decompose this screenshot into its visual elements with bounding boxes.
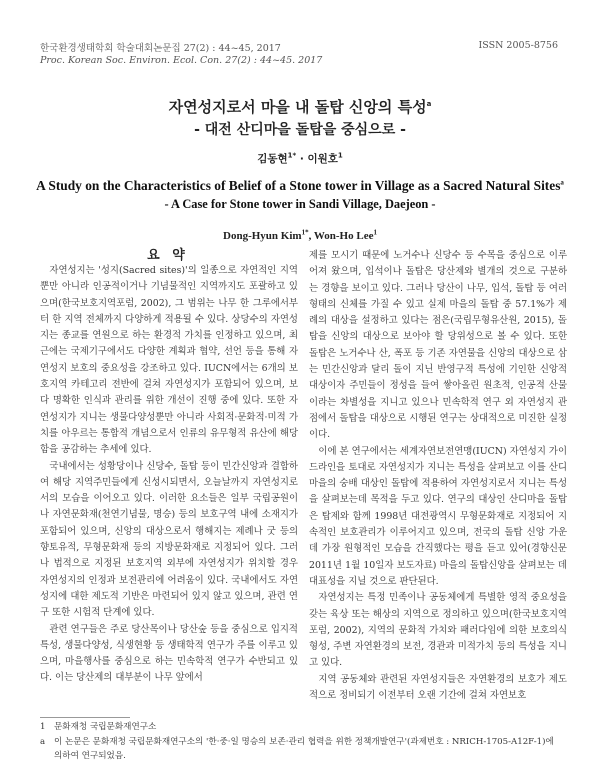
author-separator-en: , — [308, 230, 314, 242]
title-korean — [0, 96, 600, 117]
title-english-text: A Study on the Characteristics of Belief of a Stone tower in Village as a Sacred Natural Sites — [36, 178, 561, 193]
author-1-en-sup: 1* — [301, 228, 309, 237]
author-2-en: Won-Ho Lee — [313, 230, 374, 242]
right-column — [309, 248, 567, 704]
author-2-en-sup: 1 — [373, 228, 377, 237]
author-1-en: Dong-Hyun Kim — [223, 230, 302, 242]
paragraph: 이에 본 연구에서는 세계자연보전연맹(IUCN) 자연성지 가이드라인을 토대로 자연성지가 지니는 특성을 살펴보고 이를 산디마을의 숭배 대상인 돌탑에 적용하여 자연성지로서 지니는 특성을 살펴보는데 목적을 두고 있다. 연구의 대상인 산디마을 돌탑은 탑제와 함께 1998년 대전광역시 무형문화재로 지정되어 지속적인 보호관리가 이루어지고 있으며, 전국의 돌탑 신앙 가운데 가장 원형적인 모습을 간직했다는 평을 듣고 있어(경향신문 2011년 1월 10일자 보도자료) 마을의 돌탑신앙을 살펴보는 데 대표성을 지닐 것으로 판단된다. — [309, 445, 567, 587]
title-korean-sup: a — [426, 100, 432, 108]
title-korean-text: 자연성지로서 마을 내 돌탑 신앙의 특성 — [168, 98, 427, 116]
footnote-a-mark: a — [40, 737, 46, 747]
author-2-ko: 이원호 — [307, 153, 338, 165]
paragraph: 국내에서는 성황당이나 신당수, 돌탑 등이 민간신앙과 결합하여 해당 지역주민들에게 신성시되면서, 오늘날까지 자연성지로서의 모습을 이어오고 있다. 이러한 요소들은 일부 국립공원이나 자연문화재(천연기념물, 명승) 등의 보호구역 내에 소재지가 포함되어 있으며, 신앙의 대상으로서 행해지는 제례나 굿 등의 향토유적, 무형문화재 등의 지방문화재로 지정되어 있다. 그러나 법적으로 지정된 보호지역 외부에 자연성지가 위치할 경우 자연성지의 인정과 보전관리에 어려움이 있다. 국내에서도 자연성지에 대한 제도적 기반은 마련되어 있지 않고 있으며, 관련 연구 또한 시험적 단계에 있다. — [40, 460, 298, 619]
paragraph: 관련 연구들은 주로 당산목이나 당산숲 등을 중심으로 입지적 특성, 생물다양성, 식생현황 등 생태학적 연구가 주를 이루고 있으며, 마을행사를 중심으로 하는 민속학적 연구가 수반되고 있다. 이는 당산제의 대부분이 나무 앞에서 — [40, 623, 298, 684]
footnote-1-text: 문화재청 국립문화재연구소 — [54, 722, 157, 732]
title-english — [0, 178, 600, 194]
author-1-ko-sup: 1* — [287, 151, 297, 160]
footnote-a — [40, 736, 570, 749]
issn: ISSN 2005-8756 — [478, 40, 558, 51]
paragraph: 자연성지는 특정 민족이나 공동체에게 특별한 영적 중요성을 갖는 육상 또는 해상의 지역으로 정의하고 있으며(한국보호지역포럼, 2002), 지역의 문화적 가치와 패러다임에 의한 보호의식 형성, 주변 자연환경의 보전, 경관과 미적가치 등의 특성을 지니고 있다. — [309, 592, 567, 669]
paragraph: 제를 모시기 때문에 노거수나 신당수 등 수목을 중심으로 이루어져 왔으며, 입석이나 돌탑은 당산제와 별개의 것으로 구분하는 경향을 보이고 있다. 그러나 당산이 나무, 입석, 돌탑 등 여러 형태의 신체를 가질 수 있고 실제 마을의 돌탑 중 57.1%가 제례의 대상을 설정하고 있다는 점은(국립무형유산원, 2015), 돌탑을 신앙의 대상으로 보아야 할 당위성으로 볼 수 있다. 또한 돌탑은 노거수나 산, 폭포 등 기존 자연물을 신앙의 대상으로 삼는 민간신앙과 달리 돌이 지닌 반영구적 특성에 기인한 신앙적 대상이자 주민들이 정성을 들여 쌓아올린 원초적, 인공적 산물이라는 차별성을 지니고 있으나 민속학적 연구 외 자연성지 관점에서 돌탑을 대상으로 시행된 연구는 상대적으로 미진한 실정이다. — [309, 250, 567, 441]
abstract-heading: 요 약 — [147, 248, 189, 263]
footnote-1-mark: 1 — [40, 722, 46, 732]
left-column — [40, 263, 298, 687]
authors-english — [0, 230, 600, 242]
footnote-divider — [40, 717, 130, 718]
author-2-ko-sup: 1 — [337, 151, 343, 160]
journal-header-en: Proc. Korean Soc. Environ. Ecol. Con. 27(2) : 44~45. 2017 — [40, 55, 323, 66]
paragraph: 자연성지는 '성지(Sacred sites)'의 일종으로 자연적인 지역뿐만 아니라 인공적이거나 기념물적인 지역까지도 포괄하고 있으며(한국보호지역포럼, 2002), 그 범위는 나무 한 그루에서부터 한 지역 전체까지 다양하게 적용될 수 있다. 상당수의 자연성지는 종교를 연원으로 하는 환경적 가치를 인정하고 있으며, 최근에는 국제기구에서도 다양한 계획과 협약, 선언 등을 통해 자연성지 보호의 중요성을 강조하고 있다. IUCN에서는 6개의 보호지역 카테고리 전반에 걸쳐 자연성지가 포함되어 있으며, 보다 명확한 인식과 관리를 위한 개선이 진행 중에 있다. 또한 자연성지가 지니는 생물다양성뿐만 아니라 사회적·문화적·미적 가치를 아우르는 통합적 개념으로서 인류의 유무형적 유산에 해당함을 공감하는 추세에 있다. — [40, 265, 298, 456]
author-separator-ko: · — [296, 153, 308, 165]
journal-header-ko: 한국환경생태학회 학술대회논문집 27(2) : 44~45, 2017 — [40, 43, 281, 54]
footnote-a-continued: 의하여 연구되었음. — [54, 751, 126, 761]
footnote-1 — [40, 721, 156, 734]
author-1-ko: 김동현 — [257, 153, 288, 165]
authors-korean — [0, 151, 600, 166]
paragraph: 지역 공동체와 관련된 자연성지들은 자연환경의 보호가 제도적으로 정비되기 이전부터 오랜 기간에 걸쳐 자연보호 — [309, 673, 567, 702]
subtitle-english: - A Case for Stone tower in Sandi Village, Daejeon - — [164, 197, 436, 211]
subtitle-korean: - 대전 산디마을 돌탑을 중심으로 - — [194, 122, 406, 138]
title-english-sup: a — [560, 178, 564, 187]
footnote-a-text: 이 논문은 문화재청 국립문화재연구소의 '한·중·일 명승의 보존·관리 협력을 위한 정책개발연구'(과제번호 : NRICH-1705-A12F-1)에 — [54, 737, 554, 747]
